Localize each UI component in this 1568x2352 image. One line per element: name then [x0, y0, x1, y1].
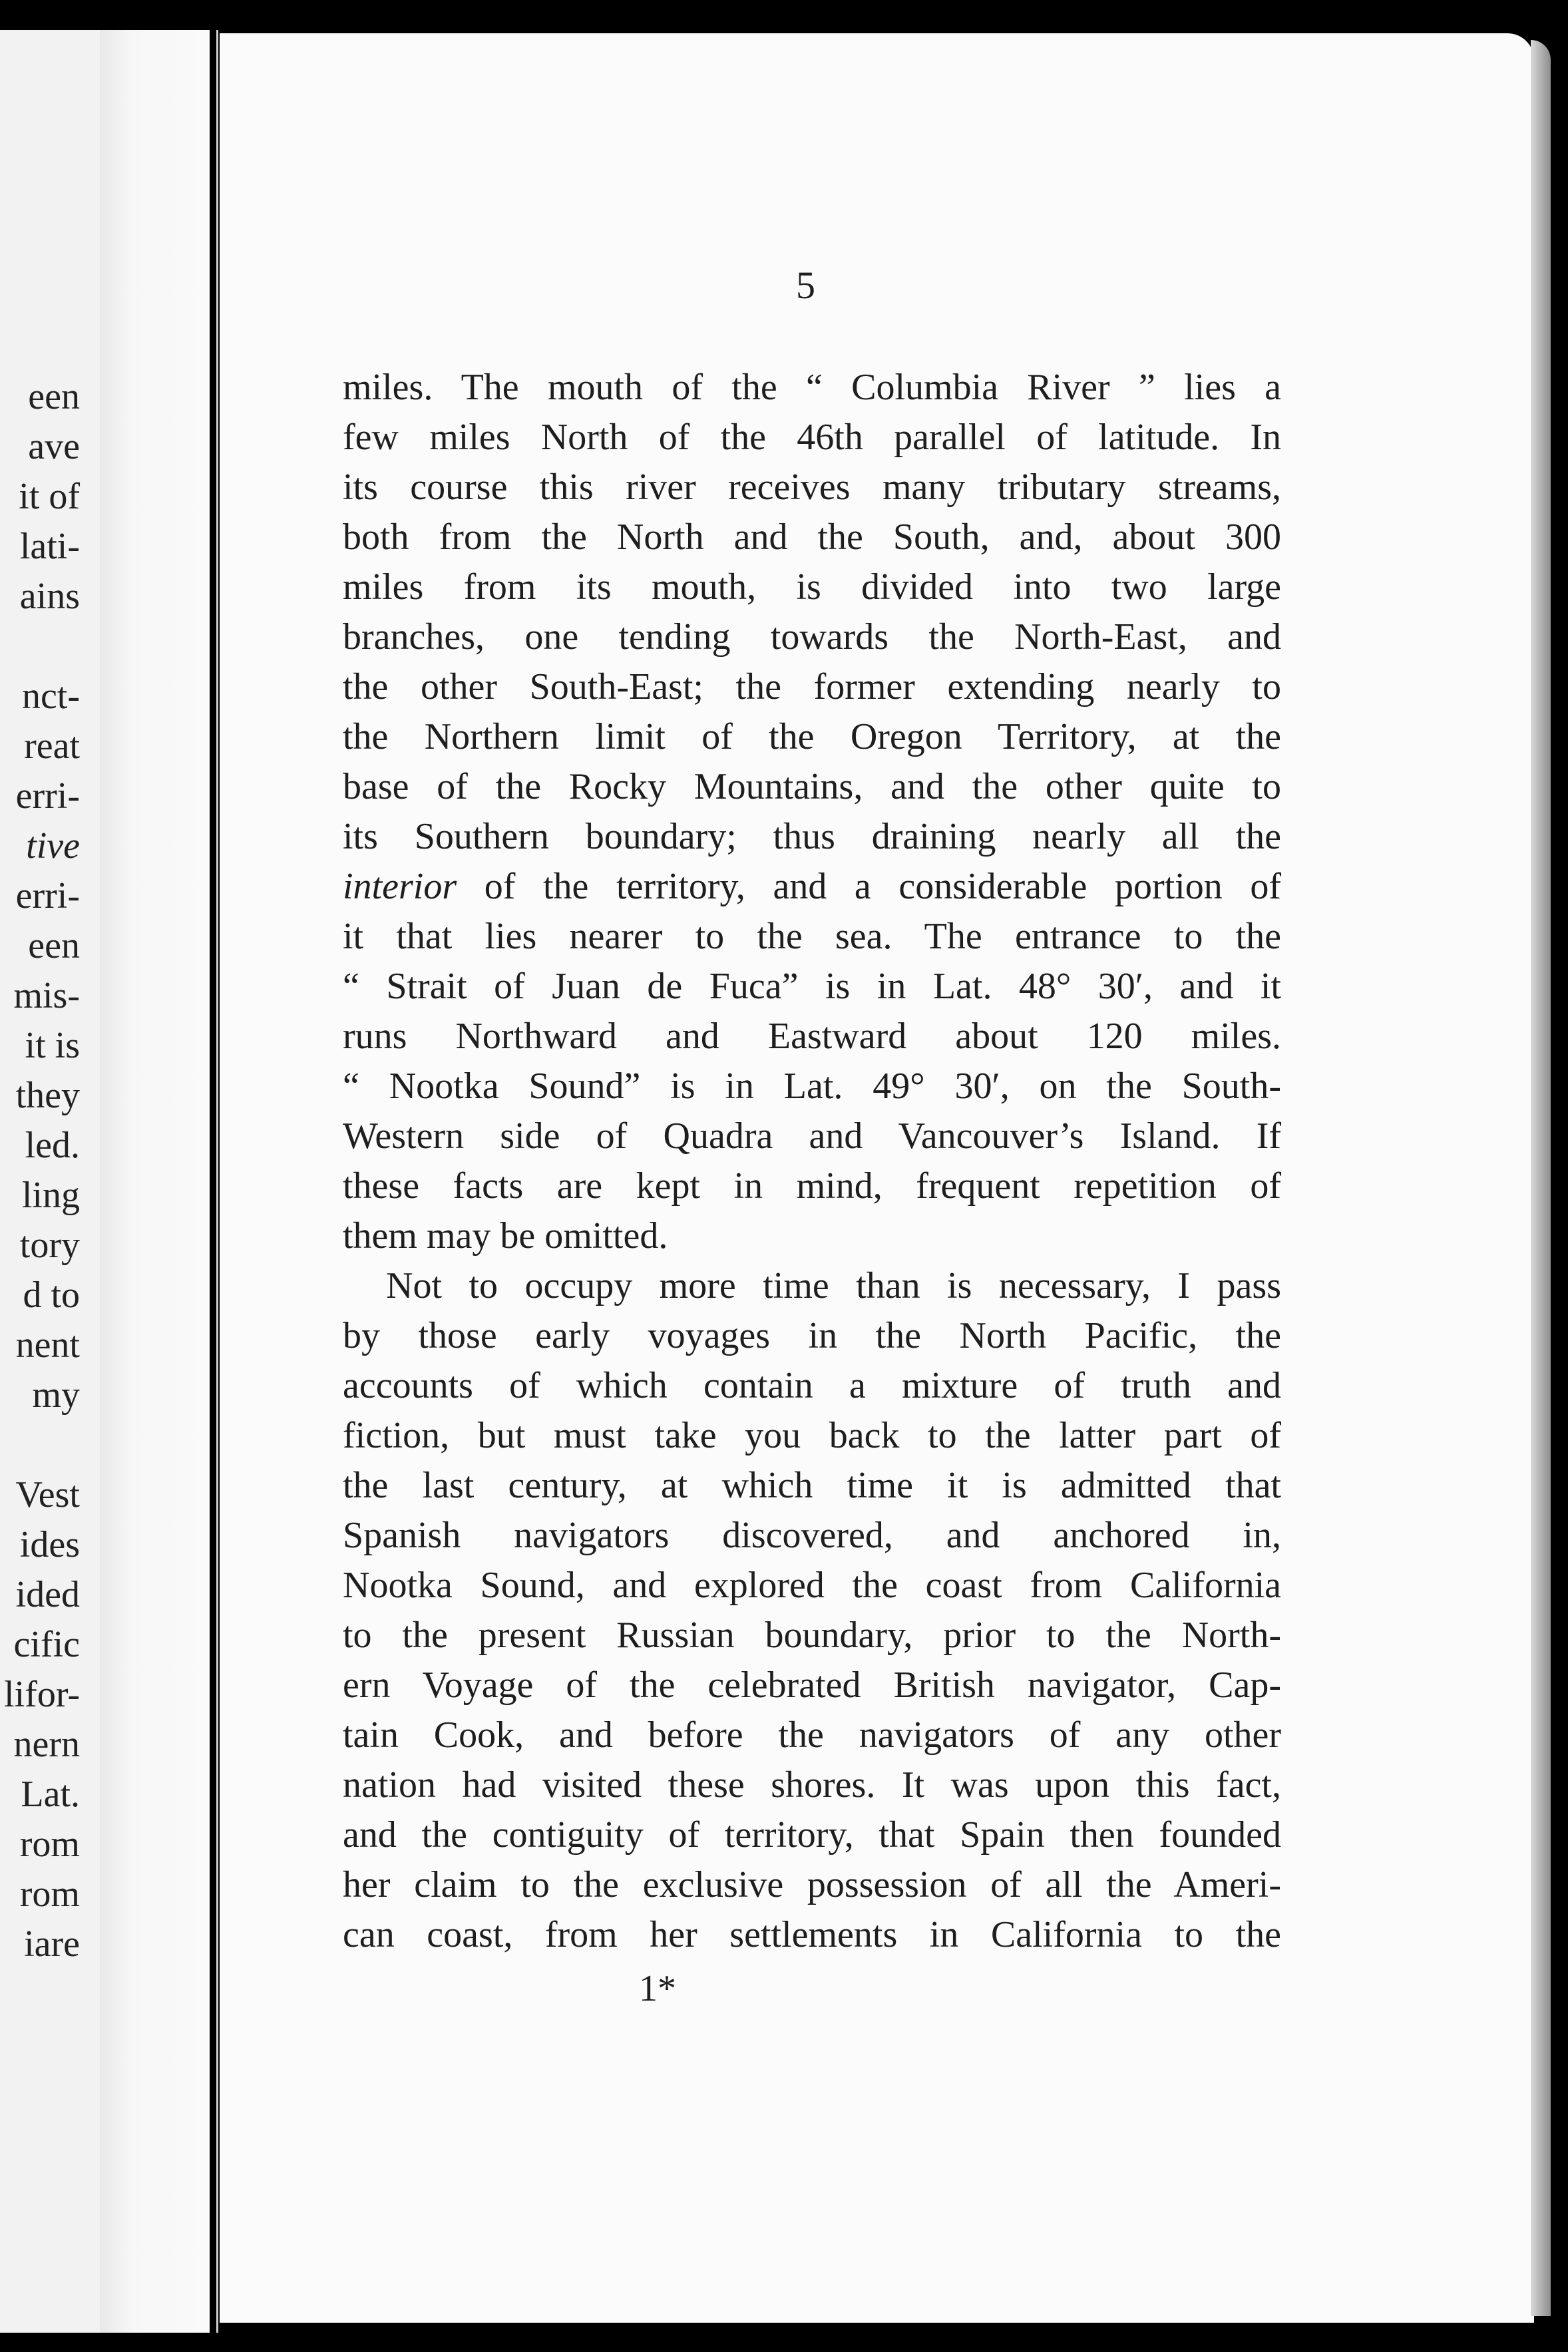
fragment: ided	[15, 1574, 80, 1615]
text-line: miles. The mouth of the “ Columbia River ” lies a	[343, 367, 1281, 408]
page-edge	[1531, 40, 1551, 2316]
fragment: een	[28, 376, 80, 417]
text-line: “ Nootka Sound” is in Lat. 49° 30′, on the South-	[343, 1066, 1281, 1107]
fragment: ling	[21, 1175, 80, 1216]
text-line: and the contiguity of territory, that Spain then founded	[343, 1814, 1281, 1856]
book-gutter	[100, 30, 210, 2333]
text-line	[343, 862, 1281, 912]
text-line: her claim to the exclusive possession of all the Ameri-	[343, 1864, 1281, 1905]
text-line: runs Northward and Eastward about 120 miles.	[343, 1016, 1281, 1057]
fragment: Vest	[15, 1474, 80, 1515]
text-line: to the present Russian boundary, prior to the North-	[343, 1615, 1281, 1656]
text-line: the Northern limit of the Oregon Territory, at the	[343, 716, 1281, 757]
fragment: rom	[19, 1873, 80, 1915]
fragment: iare	[24, 1923, 80, 1965]
fragment: they	[15, 1075, 80, 1116]
signature-mark: 1*	[639, 1968, 676, 2009]
text-line-rest: of the territory, and a considerable portion of	[457, 866, 1281, 907]
fragment: erri-	[15, 875, 80, 916]
fragment: led.	[25, 1125, 80, 1166]
page-divider	[216, 30, 218, 2333]
body-text	[343, 363, 1281, 1960]
fragment: nct-	[21, 676, 80, 717]
fragment: reat	[24, 725, 80, 767]
fragment: Lat.	[21, 1774, 80, 1815]
fragment: nern	[13, 1724, 80, 1765]
fragment: mis-	[13, 975, 80, 1016]
text-line: Spanish navigators discovered, and anchored in,	[343, 1515, 1281, 1556]
fragment: een	[28, 925, 80, 966]
fragment: ains	[19, 576, 80, 617]
text-line: Western side of Quadra and Vancouver’s Island. If	[343, 1115, 1281, 1157]
fragment: nent	[15, 1324, 80, 1366]
text-line: “ Strait of Juan de Fuca” is in Lat. 48° 30′, and it	[343, 966, 1281, 1007]
fragment: ave	[28, 426, 80, 467]
text-line: few miles North of the 46th parallel of latitude. In	[343, 417, 1281, 458]
fragment: ides	[19, 1524, 80, 1565]
fragment: erri-	[15, 775, 80, 817]
page-number: 5	[796, 264, 815, 307]
text-line: both from the North and the South, and, about 300	[343, 516, 1281, 558]
text-line: its course this river receives many tributary streams,	[343, 467, 1281, 508]
text-line: it that lies nearer to the sea. The entrance to the	[343, 916, 1281, 957]
text-line: accounts of which contain a mixture of truth and	[343, 1365, 1281, 1406]
text-line: can coast, from her settlements in California to the	[343, 1914, 1281, 1955]
italic-word: interior	[343, 866, 457, 907]
text-line: them may be omitted.	[343, 1215, 668, 1257]
fragment: tory	[19, 1225, 80, 1266]
text-line: base of the Rocky Mountains, and the other quite to	[343, 766, 1281, 807]
text-line: branches, one tending towards the North-East, and	[343, 616, 1281, 658]
text-line: these facts are kept in mind, frequent repetition of	[343, 1165, 1281, 1207]
text-line: Not to occupy more time than is necessary, I pass	[386, 1265, 1281, 1306]
text-line: Nootka Sound, and explored the coast from California	[343, 1565, 1281, 1606]
fragment: d to	[23, 1274, 80, 1316]
text-line: its Southern boundary; thus draining nearly all the	[343, 816, 1281, 857]
text-line: nation had visited these shores. It was upon this fact,	[343, 1764, 1281, 1806]
text-line: the other South-East; the former extending nearly to	[343, 666, 1281, 707]
fragment: lifor-	[4, 1674, 80, 1715]
fragment: my	[32, 1374, 80, 1416]
text-line: by those early voyages in the North Pacific, the	[343, 1315, 1281, 1356]
text-line: ern Voyage of the celebrated British navigator, Cap-	[343, 1665, 1281, 1706]
text-line: tain Cook, and before the navigators of any other	[343, 1714, 1281, 1756]
text-line: miles from its mouth, is divided into two large	[343, 566, 1281, 608]
text-line: fiction, but must take you back to the latter part of	[343, 1415, 1281, 1456]
text-line: the last century, at which time it is admitted that	[343, 1465, 1281, 1506]
fragment: cific	[13, 1624, 80, 1665]
fragment: it of	[19, 476, 80, 517]
fragment: it is	[25, 1025, 80, 1066]
previous-page	[0, 30, 100, 2333]
fragment: tive	[26, 825, 80, 867]
fragment: lati-	[19, 526, 80, 567]
fragment: rom	[19, 1824, 80, 1865]
